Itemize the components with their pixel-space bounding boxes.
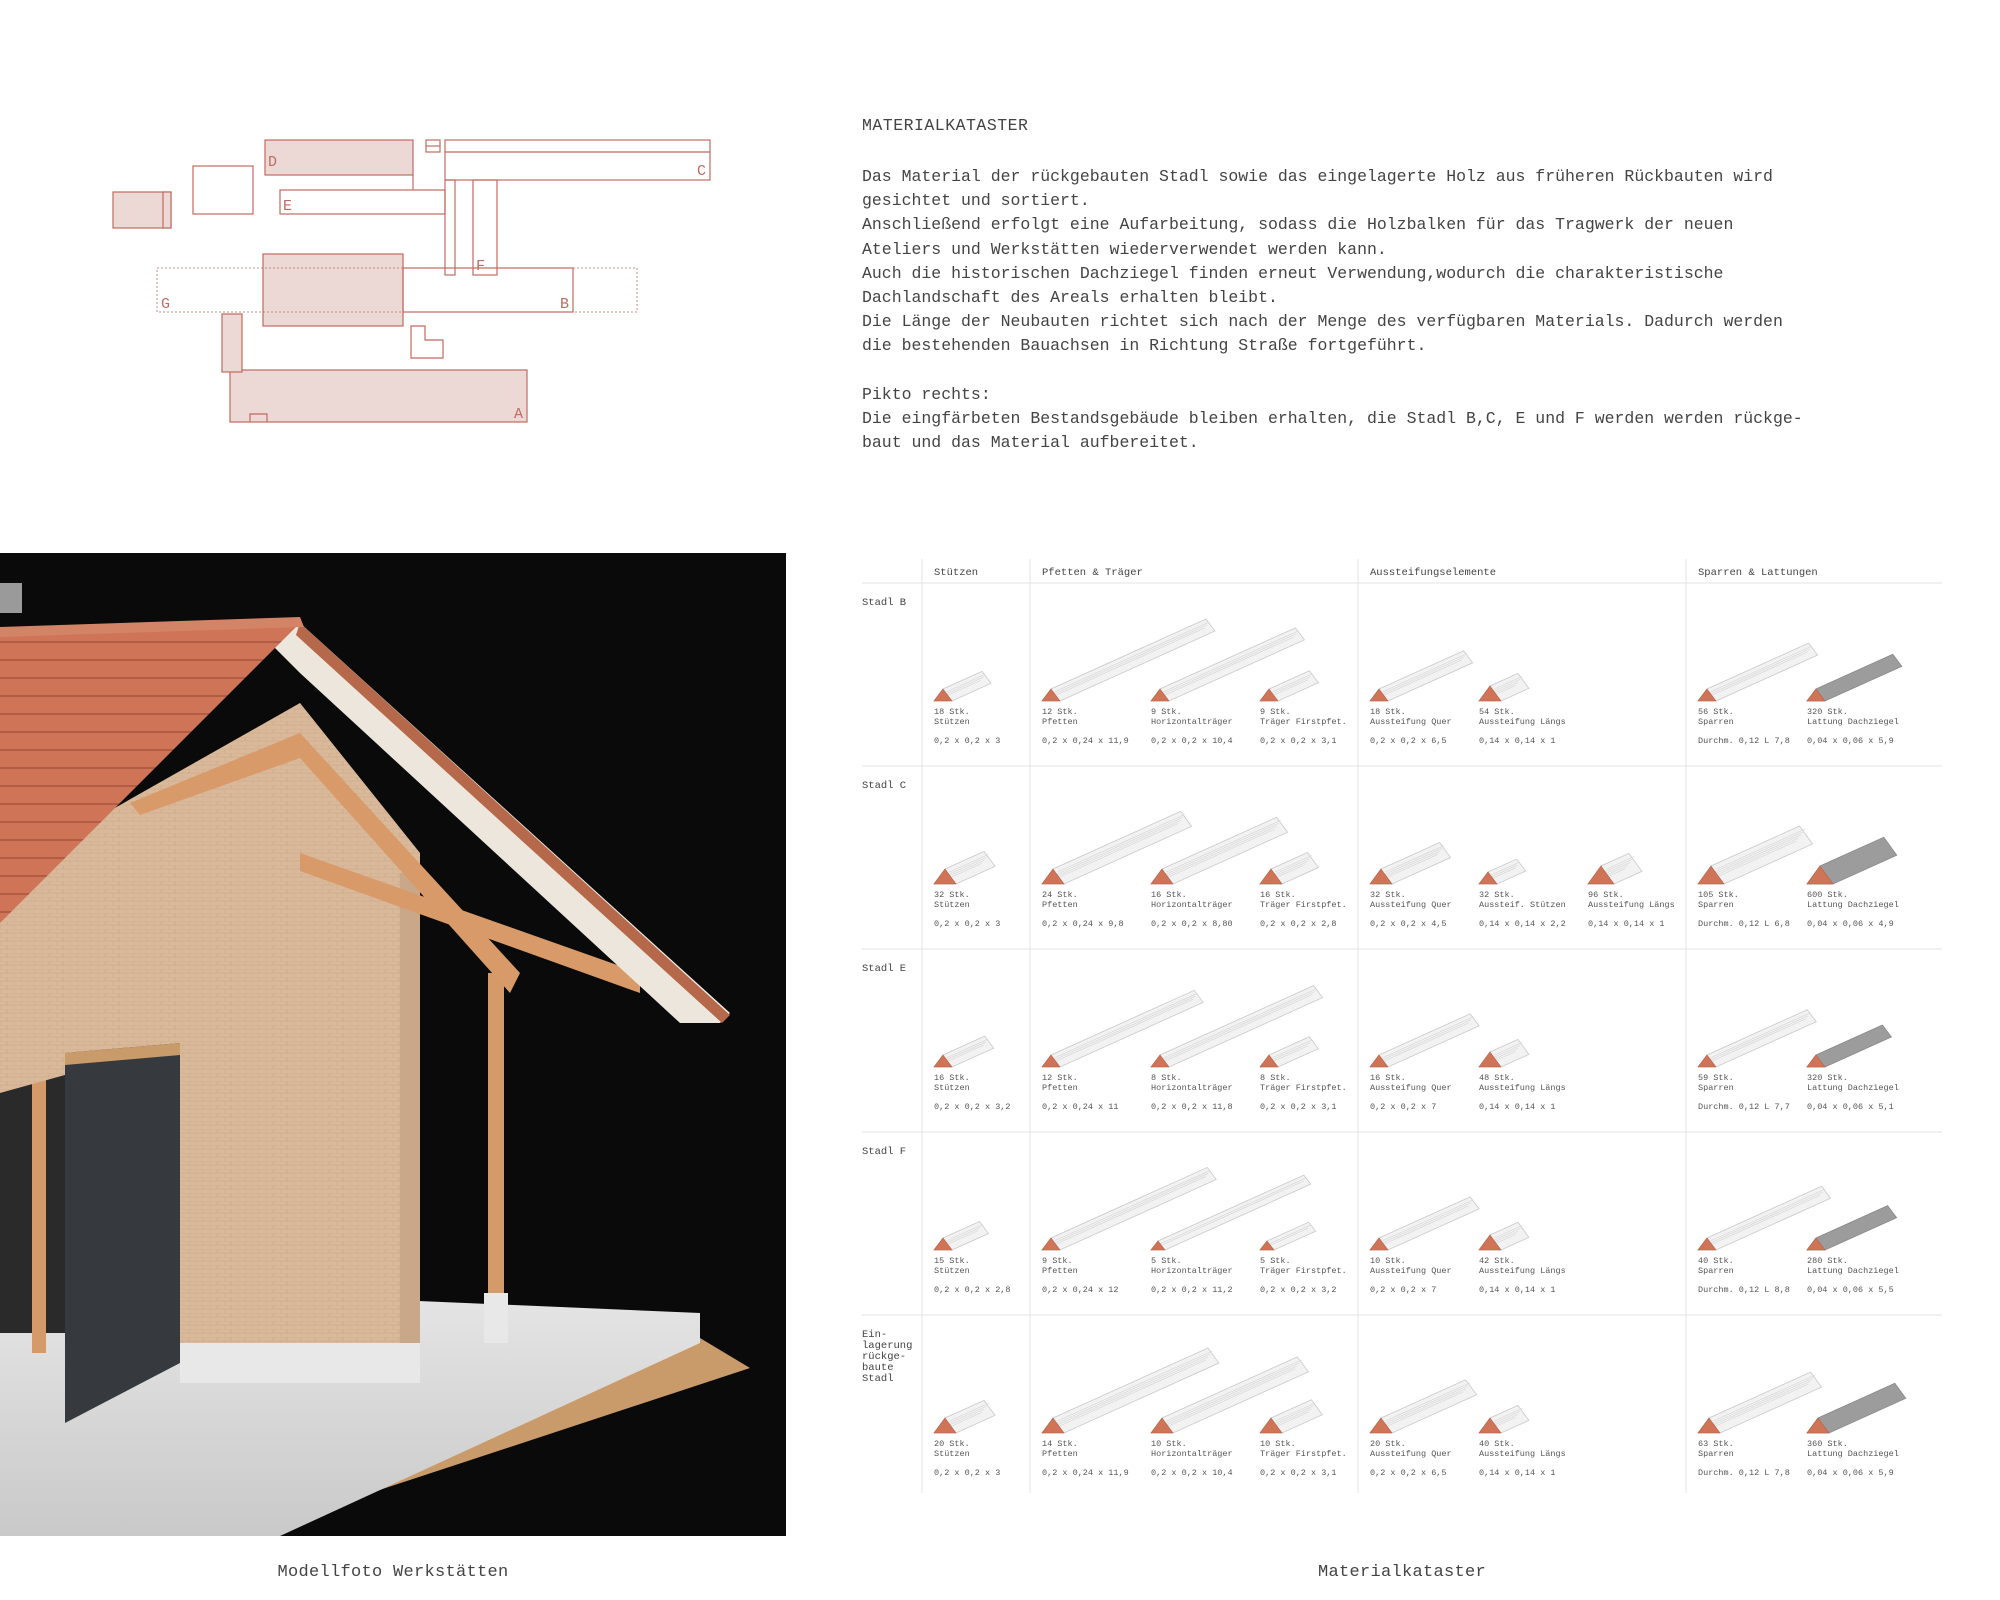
item-name: Horizontalträger xyxy=(1151,900,1233,910)
item-name: Träger Firstpfet. xyxy=(1260,1266,1347,1276)
item-name: Sparren xyxy=(1698,1083,1734,1093)
item-dimension: 0,14 x 0,14 x 1 xyxy=(1479,1102,1556,1112)
table-caption: Materialkataster xyxy=(1317,1563,1487,1582)
row-label: rückge- xyxy=(862,1351,907,1363)
building-central xyxy=(263,254,403,326)
material-stack-line xyxy=(1710,1013,1810,1058)
item-name: Aussteifung Längs xyxy=(1479,717,1566,727)
pikto-line: baut und das Material aufbereitet. xyxy=(862,433,1199,453)
material-stack-line xyxy=(1711,1378,1813,1424)
item-dimension: 0,2 x 0,2 x 6,5 xyxy=(1370,736,1447,746)
item-dimension: Durchm. 0,12 L 8,8 xyxy=(1698,1285,1790,1295)
material-stack-line xyxy=(1380,1203,1471,1244)
material-stack-line xyxy=(1706,1195,1821,1247)
item-count: 9 Stk. xyxy=(1260,707,1291,717)
material-stack-line xyxy=(1379,1392,1464,1430)
item-name: Aussteifung Längs xyxy=(1479,1266,1566,1276)
material-stack-line xyxy=(1380,657,1465,695)
item-dimension: 0,2 x 0,2 x 11,8 xyxy=(1151,1102,1233,1112)
item-dimension: 0,2 x 0,24 x 11,9 xyxy=(1042,1468,1129,1478)
item-dimension: 0,14 x 0,14 x 1 xyxy=(1479,1468,1556,1478)
material-stack-beam xyxy=(1807,1206,1897,1250)
item-count: 5 Stk. xyxy=(1260,1256,1291,1266)
item-count: 9 Stk. xyxy=(1151,707,1182,717)
item-count: 18 Stk. xyxy=(1370,707,1406,717)
item-name: Aussteifung Quer xyxy=(1370,1083,1452,1093)
row-label: baute xyxy=(862,1362,894,1374)
item-name: Stützen xyxy=(934,1266,970,1276)
item-dimension: 0,04 x 0,06 x 5,5 xyxy=(1807,1285,1894,1295)
item-count: 16 Stk. xyxy=(1260,890,1296,900)
material-stack-line xyxy=(1706,1019,1806,1064)
item-dimension: 0,2 x 0,2 x 10,4 xyxy=(1151,1468,1233,1478)
item-count: 600 Stk. xyxy=(1807,890,1848,900)
item-name: Lattung Dachziegel xyxy=(1807,900,1899,910)
plan-label-g: G xyxy=(161,296,171,313)
item-count: 32 Stk. xyxy=(1479,890,1515,900)
item-count: 16 Stk. xyxy=(1370,1073,1406,1083)
material-stack-line xyxy=(1382,1200,1473,1241)
description-text-block xyxy=(862,116,1962,455)
description-line: Anschließend erfolgt eine Aufarbeitung, sodass die Holzbalken für das Tragwerk der neuen xyxy=(862,215,1734,235)
material-stack-line xyxy=(1710,838,1799,878)
description-line: gesichtet und sortiert. xyxy=(862,191,1090,211)
item-dimension: 0,04 x 0,06 x 5,9 xyxy=(1807,736,1894,746)
item-name: Stützen xyxy=(934,1449,970,1459)
item-name: Träger Firstpfet. xyxy=(1260,1449,1347,1459)
item-name: Pfetten xyxy=(1042,1266,1078,1276)
item-count: 42 Stk. xyxy=(1479,1256,1515,1266)
item-name: Lattung Dachziegel xyxy=(1807,1449,1899,1459)
building-small-left xyxy=(113,192,171,228)
pikto-heading: Pikto rechts: xyxy=(862,384,991,404)
item-dimension: 0,2 x 0,2 x 3,2 xyxy=(934,1102,1011,1112)
item-name: Sparren xyxy=(1698,717,1734,727)
item-count: 320 Stk. xyxy=(1807,707,1848,717)
column-header: Sparren & Lattungen xyxy=(1698,567,1818,579)
item-name: Träger Firstpfet. xyxy=(1260,900,1347,910)
item-dimension: 0,2 x 0,2 x 3 xyxy=(934,919,1001,929)
item-dimension: Durchm. 0,12 L 7,7 xyxy=(1698,1102,1790,1112)
item-dimension: 0,04 x 0,06 x 5,1 xyxy=(1807,1102,1894,1112)
row-label: lagerung xyxy=(862,1340,913,1352)
column-header: Aussteifungselemente xyxy=(1370,567,1497,579)
item-dimension: 0,2 x 0,24 x 12 xyxy=(1042,1285,1119,1295)
item-name: Pfetten xyxy=(1042,1083,1078,1093)
material-stack-line xyxy=(1160,829,1275,881)
site-plan-drawing xyxy=(105,130,725,440)
item-count: 12 Stk. xyxy=(1042,707,1078,717)
building-d xyxy=(265,140,413,175)
item-count: 10 Stk. xyxy=(1151,1439,1187,1449)
material-stack-line xyxy=(1382,654,1467,692)
item-count: 48 Stk. xyxy=(1479,1073,1515,1083)
building-c xyxy=(445,140,710,180)
item-dimension: 0,2 x 0,24 x 9,8 xyxy=(1042,919,1124,929)
item-count: 10 Stk. xyxy=(1370,1256,1406,1266)
description-line: Das Material der rückgebauten Stadl sowie das eingelagerte Holz aus früheren Rückbauten wird xyxy=(862,167,1773,186)
row-label: Ein- xyxy=(862,1329,888,1341)
item-dimension: 0,14 x 0,14 x 1 xyxy=(1479,736,1556,746)
material-stack-line xyxy=(1380,1020,1471,1061)
description-line: die bestehenden Bauachsen in Richtung Straße fortgeführt. xyxy=(862,336,1427,356)
item-name: Sparren xyxy=(1698,1266,1734,1276)
item-count: 20 Stk. xyxy=(1370,1439,1406,1449)
item-count: 24 Stk. xyxy=(1042,890,1078,900)
item-count: 18 Stk. xyxy=(934,707,970,717)
item-dimension: 0,04 x 0,06 x 4,9 xyxy=(1807,919,1894,929)
item-count: 32 Stk. xyxy=(1370,890,1406,900)
item-count: 16 Stk. xyxy=(934,1073,970,1083)
material-stack-line xyxy=(1381,1389,1466,1427)
plan-label-d: D xyxy=(268,154,278,171)
column-header: Pfetten & Träger xyxy=(1042,567,1143,579)
item-dimension: 0,04 x 0,06 x 5,9 xyxy=(1807,1468,1894,1478)
item-name: Pfetten xyxy=(1042,900,1078,910)
description-line: Ateliers und Werkstätten wiederverwendet werden kann. xyxy=(862,239,1387,259)
item-dimension: 0,2 x 0,2 x 3,1 xyxy=(1260,1468,1337,1478)
item-count: 8 Stk. xyxy=(1260,1073,1291,1083)
item-dimension: 0,2 x 0,2 x 3,2 xyxy=(1260,1285,1337,1295)
material-table-svg xyxy=(862,553,1942,1493)
item-dimension: Durchm. 0,12 L 6,8 xyxy=(1698,919,1790,929)
item-name: Aussteifung Längs xyxy=(1588,900,1675,910)
item-count: 14 Stk. xyxy=(1042,1439,1078,1449)
item-name: Träger Firstpfet. xyxy=(1260,1083,1347,1093)
item-count: 63 Stk. xyxy=(1698,1439,1734,1449)
material-stack-beam xyxy=(1807,654,1902,701)
item-name: Sparren xyxy=(1698,900,1734,910)
item-dimension: 0,2 x 0,2 x 3,1 xyxy=(1260,736,1337,746)
item-count: 15 Stk. xyxy=(934,1256,970,1266)
item-dimension: 0,2 x 0,2 x 3 xyxy=(934,1468,1001,1478)
item-count: 20 Stk. xyxy=(934,1439,970,1449)
item-dimension: 0,14 x 0,14 x 2,2 xyxy=(1479,919,1566,929)
item-name: Lattung Dachziegel xyxy=(1807,1083,1899,1093)
material-stack-line xyxy=(1378,660,1463,698)
item-count: 9 Stk. xyxy=(1042,1256,1073,1266)
item-dimension: 0,2 x 0,2 x 3,1 xyxy=(1260,1102,1337,1112)
material-stack-line xyxy=(1709,1381,1811,1427)
material-stack-line xyxy=(1708,649,1810,695)
pikto-line: Die eingfärbeten Bestandsgebäude bleiben erhalten, die Stadl B,C, E und F werden werden rückge- xyxy=(862,408,1803,428)
material-stack-line xyxy=(1707,1384,1809,1430)
material-stack-line xyxy=(1713,1375,1815,1421)
description-line: Auch die historischen Dachziegel finden erneut Verwendung,wodurch die charakteristische xyxy=(862,263,1724,283)
item-dimension: 0,2 x 0,2 x 3 xyxy=(934,736,1001,746)
material-stack-line xyxy=(1378,1023,1469,1064)
material-stack-line xyxy=(1055,817,1183,875)
material-stack-line xyxy=(1706,652,1808,698)
column-header: Stützen xyxy=(934,567,979,579)
photo-caption: Modellfoto Werkstätten xyxy=(277,1563,509,1582)
item-dimension: 0,2 x 0,2 x 6,5 xyxy=(1370,1468,1447,1478)
model-photo xyxy=(0,553,786,1536)
item-name: Lattung Dachziegel xyxy=(1807,717,1899,727)
item-dimension: 0,14 x 0,14 x 1 xyxy=(1588,919,1665,929)
row-label: Stadl E xyxy=(862,963,907,975)
item-name: Aussteifung Längs xyxy=(1479,1083,1566,1093)
item-name: Horizontalträger xyxy=(1151,1449,1233,1459)
item-count: 32 Stk. xyxy=(934,890,970,900)
description-line: Die Länge der Neubauten richtet sich nach der Menge des verfügbaren Materials. Dadurch werden xyxy=(862,312,1783,332)
material-stack-line xyxy=(1710,1189,1825,1241)
plan-label-c: C xyxy=(697,163,707,180)
item-dimension: 0,14 x 0,14 x 1 xyxy=(1479,1285,1556,1295)
item-dimension: 0,2 x 0,2 x 4,5 xyxy=(1370,919,1447,929)
item-dimension: Durchm. 0,12 L 7,8 xyxy=(1698,1468,1790,1478)
item-count: 96 Stk. xyxy=(1588,890,1624,900)
plan-label-b: B xyxy=(560,296,570,313)
material-stack-line xyxy=(1708,1016,1808,1061)
building-e xyxy=(280,190,445,214)
material-stack-line xyxy=(1378,1206,1469,1247)
item-name: Aussteifung Quer xyxy=(1370,900,1452,910)
building-square xyxy=(193,166,253,214)
row-label: Stadl B xyxy=(862,597,907,609)
item-dimension: 0,2 x 0,24 x 11 xyxy=(1042,1102,1119,1112)
item-name: Pfetten xyxy=(1042,1449,1078,1459)
item-dimension: 0,2 x 0,2 x 8,80 xyxy=(1151,919,1233,929)
item-name: Lattung Dachziegel xyxy=(1807,1266,1899,1276)
item-dimension: 0,2 x 0,2 x 2,8 xyxy=(934,1285,1011,1295)
item-dimension: 0,2 x 0,2 x 11,2 xyxy=(1151,1285,1233,1295)
item-count: 360 Stk. xyxy=(1807,1439,1848,1449)
item-name: Aussteifung Quer xyxy=(1370,717,1452,727)
description-line: Dachlandschaft des Areals erhalten bleibt. xyxy=(862,288,1278,308)
item-dimension: 0,2 x 0,2 x 2,8 xyxy=(1260,919,1337,929)
row-label: Stadl xyxy=(862,1373,894,1385)
item-name: Horizontalträger xyxy=(1151,1083,1233,1093)
plan-label-a: A xyxy=(514,406,524,423)
item-name: Aussteifung Quer xyxy=(1370,1449,1452,1459)
building-post xyxy=(222,314,242,372)
item-dimension: 0,2 x 0,2 x 7 xyxy=(1370,1102,1437,1112)
item-count: 12 Stk. xyxy=(1042,1073,1078,1083)
item-dimension: 0,2 x 0,2 x 10,4 xyxy=(1151,736,1233,746)
material-stack-line xyxy=(1708,1192,1823,1244)
item-name: Aussteif. Stützen xyxy=(1479,900,1566,910)
item-name: Horizontalträger xyxy=(1151,717,1233,727)
material-stack-line xyxy=(1057,814,1185,872)
material-stack-line xyxy=(1162,826,1277,878)
item-name: Sparren xyxy=(1698,1449,1734,1459)
material-table xyxy=(862,553,1942,1493)
item-count: 56 Stk. xyxy=(1698,707,1734,717)
building-a xyxy=(230,370,527,422)
item-count: 5 Stk. xyxy=(1151,1256,1182,1266)
site-plan-pikto xyxy=(105,130,725,440)
item-count: 54 Stk. xyxy=(1479,707,1515,717)
row-label: Stadl F xyxy=(862,1146,907,1158)
item-name: Pfetten xyxy=(1042,717,1078,727)
material-stack-line xyxy=(1710,646,1812,692)
model-photo-illustration xyxy=(0,553,786,1536)
item-name: Träger Firstpfet. xyxy=(1260,717,1347,727)
item-count: 40 Stk. xyxy=(1698,1256,1734,1266)
item-count: 320 Stk. xyxy=(1807,1073,1848,1083)
item-dimension: 0,2 x 0,24 x 11,9 xyxy=(1042,736,1129,746)
item-count: 59 Stk. xyxy=(1698,1073,1734,1083)
item-count: 280 Stk. xyxy=(1807,1256,1848,1266)
page-title: MATERIALKATASTER xyxy=(862,116,1029,135)
item-count: 8 Stk. xyxy=(1151,1073,1182,1083)
item-name: Aussteifung Quer xyxy=(1370,1266,1452,1276)
item-count: 10 Stk. xyxy=(1260,1439,1296,1449)
item-count: 40 Stk. xyxy=(1479,1439,1515,1449)
item-count: 105 Stk. xyxy=(1698,890,1739,900)
item-name: Aussteifung Längs xyxy=(1479,1449,1566,1459)
item-count: 16 Stk. xyxy=(1151,890,1187,900)
plan-label-f: F xyxy=(476,258,486,275)
row-label: Stadl C xyxy=(862,780,907,792)
item-name: Stützen xyxy=(934,900,970,910)
item-name: Stützen xyxy=(934,717,970,727)
item-dimension: 0,2 x 0,2 x 7 xyxy=(1370,1285,1437,1295)
plan-label-e: E xyxy=(283,198,293,215)
building-f xyxy=(445,180,455,275)
item-name: Horizontalträger xyxy=(1151,1266,1233,1276)
item-dimension: Durchm. 0,12 L 7,8 xyxy=(1698,736,1790,746)
item-name: Stützen xyxy=(934,1083,970,1093)
material-stack-line xyxy=(1382,1017,1473,1058)
